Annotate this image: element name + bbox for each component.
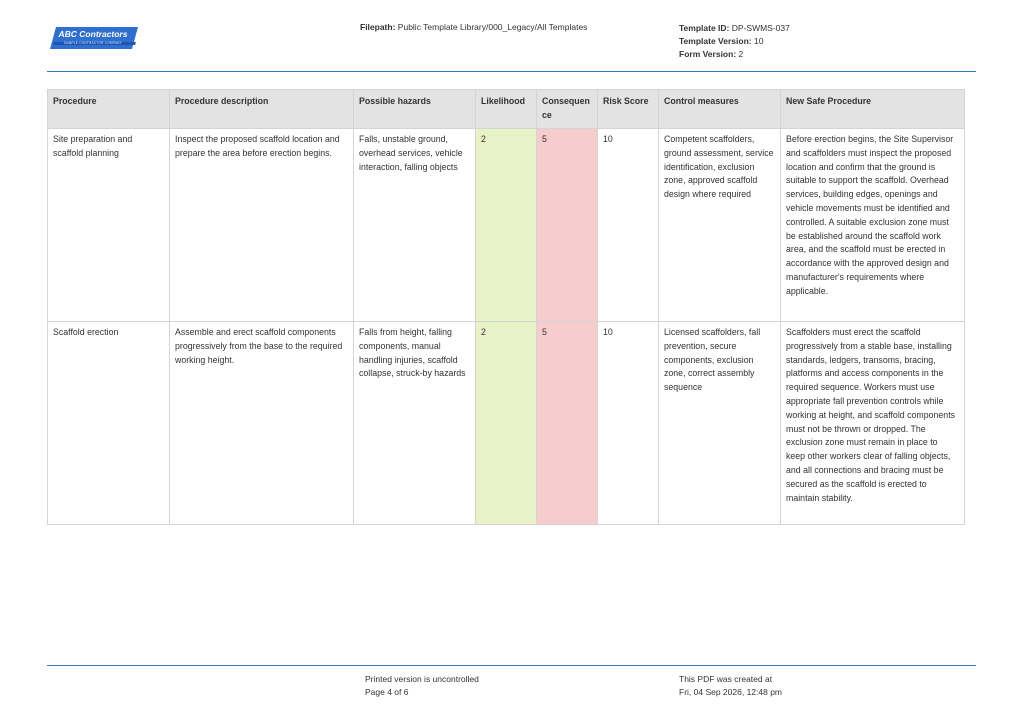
table-row — [48, 322, 965, 525]
swms-table — [47, 89, 965, 525]
template-id-label: Template ID: — [679, 23, 730, 33]
new-procedure-cell: Scaffolders must erect the scaffold progressively from a stable base, installing standards, ledgers, transoms, bracing, platforms and access components in the required sequence. Workers must use appropriate fall prevention controls while working at height, and scaffold components must not be thrown or dropped. The exclusion zone must remain in place to keep other workers clear of falling objects, and all connections and bracing must be secured as the scaffold is erected to maintain stability. — [781, 322, 965, 525]
template-version-label: Template Version: — [679, 36, 752, 46]
footer-print-info — [365, 673, 479, 698]
controls-cell: Licensed scaffolders, fall prevention, secure components, exclusion zone, correct assembly sequence — [659, 322, 781, 525]
form-version-label: Form Version: — [679, 49, 737, 59]
risk-score-cell: 10 — [598, 322, 659, 525]
created-timestamp: Fri, 04 Sep 2026, 12:48 pm — [679, 686, 783, 697]
template-meta — [679, 22, 790, 61]
header-divider — [47, 71, 976, 72]
consequence-cell: 5 — [537, 322, 598, 525]
table-row — [48, 129, 965, 322]
template-version-value: 10 — [753, 36, 764, 46]
procedure-cell: Scaffold erection — [48, 322, 170, 525]
filepath-label: Filepath: — [360, 22, 396, 32]
footer-created-info — [679, 673, 782, 698]
col-header-new-procedure: New Safe Procedure — [781, 90, 965, 129]
logo-title: ABC Contractors — [58, 29, 128, 39]
likelihood-cell: 2 — [476, 129, 537, 322]
footer-divider — [47, 665, 976, 666]
template-id-value: DP-SWMS-037 — [731, 23, 790, 33]
col-header-procedure: Procedure — [48, 90, 170, 129]
risk-score-cell: 10 — [598, 129, 659, 322]
filepath-value: Public Template Library/000_Legacy/All Templates — [397, 22, 588, 32]
created-label: This PDF was created at — [679, 674, 773, 684]
hazards-cell: Falls, unstable ground, overhead services, vehicle interaction, falling objects — [354, 129, 476, 322]
consequence-cell: 5 — [537, 129, 598, 322]
page-number: Page 4 of 6 — [365, 686, 409, 697]
col-header-controls: Control measures — [659, 90, 781, 129]
company-logo — [50, 27, 138, 49]
col-header-consequence: Consequen ce — [537, 90, 598, 129]
form-version — [679, 48, 790, 61]
logo-subtitle: SAMPLE CONTRACTOR COMPANY — [63, 41, 122, 45]
likelihood-cell: 2 — [476, 322, 537, 525]
template-id — [679, 22, 790, 35]
table-header-row — [48, 90, 965, 129]
hazards-cell: Falls from height, falling components, manual handling injuries, scaffold collapse, struck-by hazards — [354, 322, 476, 525]
printed-note: Printed version is uncontrolled — [365, 674, 479, 684]
form-version-value: 2 — [738, 49, 744, 59]
procedure-cell: Site preparation and scaffold planning — [48, 129, 170, 322]
controls-cell: Competent scaffolders, ground assessment, service identification, exclusion zone, approved scaffold design where required — [659, 129, 781, 322]
col-header-hazards: Possible hazards — [354, 90, 476, 129]
col-header-likelihood: Likelihood — [476, 90, 537, 129]
new-procedure-cell: Before erection begins, the Site Supervisor and scaffolders must inspect the proposed location and confirm that the ground is suitable to support the scaffold. Overhead services, building edges, openings and vehicle movements must be identified and controlled. A suitable exclusion zone must be established around the scaffold work area, and the scaffold must be erected in accordance with the approved design and manufacturer's requirements where applicable. — [781, 129, 965, 322]
col-header-risk-score: Risk Score — [598, 90, 659, 129]
description-cell: Inspect the proposed scaffold location and prepare the area before erection begins. — [170, 129, 354, 322]
description-cell: Assemble and erect scaffold components progressively from the base to the required working height. — [170, 322, 354, 525]
filepath — [360, 22, 587, 32]
template-version — [679, 35, 790, 48]
col-header-description: Procedure description — [170, 90, 354, 129]
